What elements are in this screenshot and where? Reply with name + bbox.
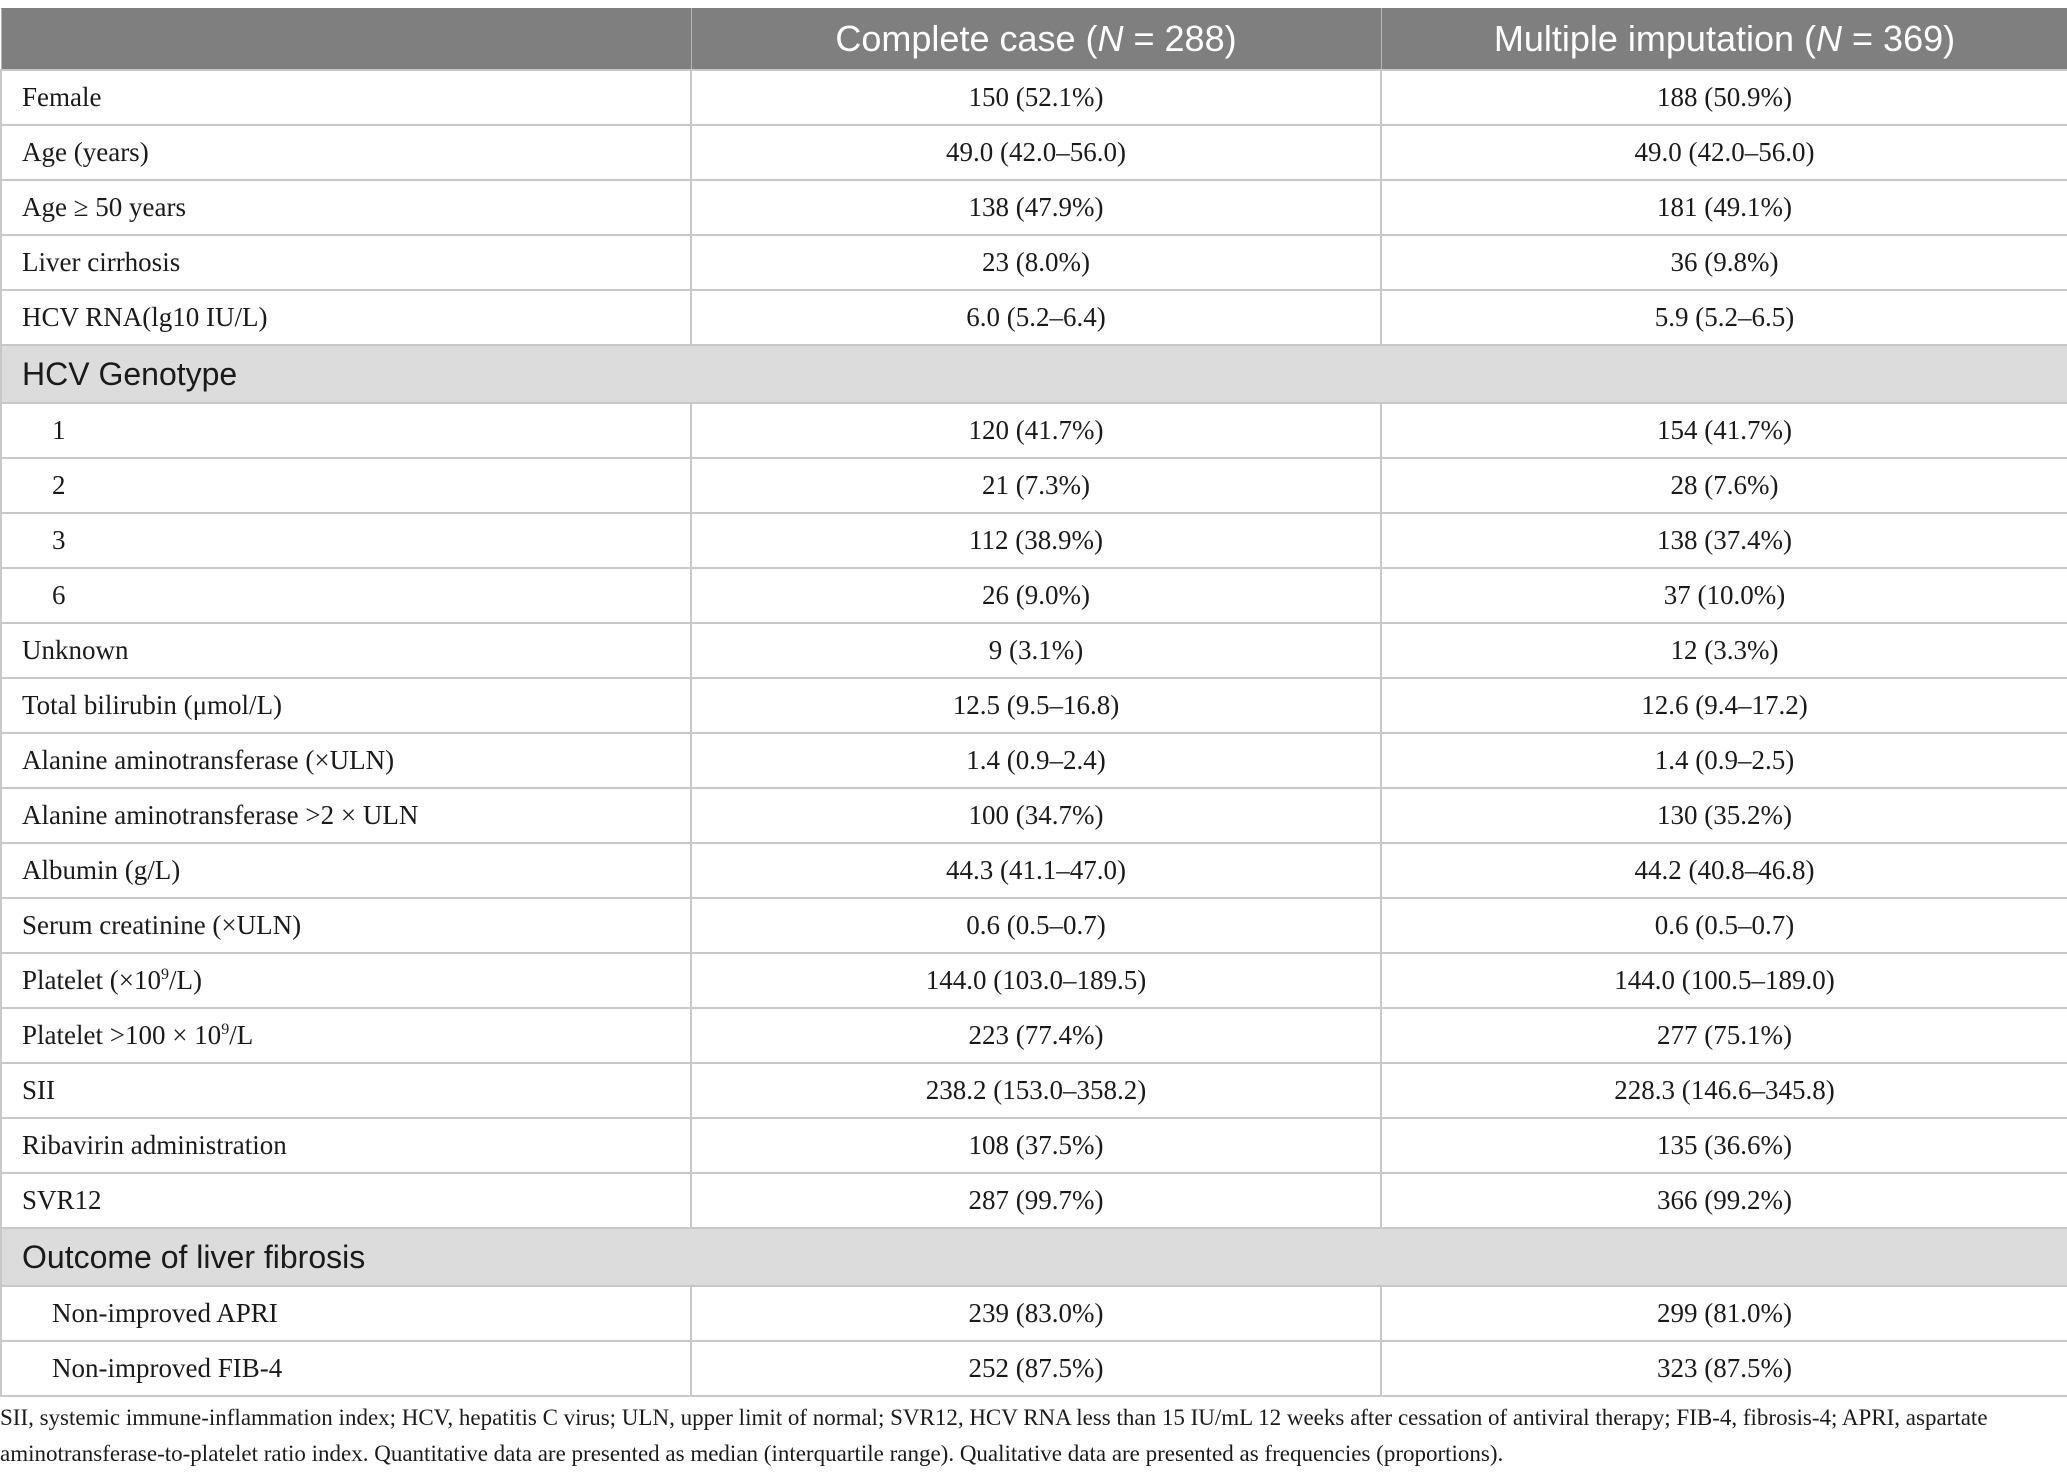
row-label: 1 <box>1 403 691 458</box>
imputation-value: 36 (9.8%) <box>1381 235 2067 290</box>
table-row <box>1 70 2067 125</box>
imputation-value: 323 (87.5%) <box>1381 1341 2067 1396</box>
imputation-value: 299 (81.0%) <box>1381 1286 2067 1341</box>
table-row <box>1 1008 2067 1063</box>
row-label: Alanine aminotransferase (×ULN) <box>1 733 691 788</box>
row-label-text: Platelet >100 × 10 <box>22 1020 222 1050</box>
imputation-value: 28 (7.6%) <box>1381 458 2067 513</box>
row-label: 3 <box>1 513 691 568</box>
baseline-characteristics-table <box>0 8 2067 1397</box>
imputation-value: 277 (75.1%) <box>1381 1008 2067 1063</box>
table-row <box>1 125 2067 180</box>
row-label: Non-improved FIB-4 <box>1 1341 691 1396</box>
row-label: Unknown <box>1 623 691 678</box>
complete-case-value: 49.0 (42.0–56.0) <box>691 125 1381 180</box>
imputation-value: 12.6 (9.4–17.2) <box>1381 678 2067 733</box>
header-multiple-imputation-n: N <box>1816 18 1843 59</box>
imputation-value: 181 (49.1%) <box>1381 180 2067 235</box>
imputation-value: 130 (35.2%) <box>1381 788 2067 843</box>
table-row <box>1 290 2067 345</box>
row-label: SII <box>1 1063 691 1118</box>
table-row <box>1 898 2067 953</box>
row-label: Alanine aminotransferase >2 × ULN <box>1 788 691 843</box>
imputation-value: 366 (99.2%) <box>1381 1173 2067 1228</box>
complete-case-value: 23 (8.0%) <box>691 235 1381 290</box>
imputation-value: 135 (36.6%) <box>1381 1118 2067 1173</box>
imputation-value: 188 (50.9%) <box>1381 70 2067 125</box>
section-title: Outcome of liver fibrosis <box>1 1228 2067 1286</box>
table-row <box>1 953 2067 1008</box>
complete-case-value: 44.3 (41.1–47.0) <box>691 843 1381 898</box>
complete-case-value: 238.2 (153.0–358.2) <box>691 1063 1381 1118</box>
row-label <box>1 1008 691 1063</box>
imputation-value: 144.0 (100.5–189.0) <box>1381 953 2067 1008</box>
complete-case-value: 239 (83.0%) <box>691 1286 1381 1341</box>
complete-case-value: 112 (38.9%) <box>691 513 1381 568</box>
complete-case-value: 223 (77.4%) <box>691 1008 1381 1063</box>
table-row <box>1 843 2067 898</box>
section-row-outcome <box>1 1228 2067 1286</box>
header-multiple-imputation-prefix: Multiple imputation ( <box>1493 18 1817 59</box>
imputation-value: 49.0 (42.0–56.0) <box>1381 125 2067 180</box>
complete-case-value: 150 (52.1%) <box>691 70 1381 125</box>
table-row <box>1 733 2067 788</box>
header-complete-case-prefix: Complete case ( <box>835 18 1098 59</box>
row-label: Age ≥ 50 years <box>1 180 691 235</box>
table-row <box>1 623 2067 678</box>
complete-case-value: 252 (87.5%) <box>691 1341 1381 1396</box>
table-row <box>1 1173 2067 1228</box>
row-label: Female <box>1 70 691 125</box>
table-row <box>1 458 2067 513</box>
section-row-genotype <box>1 345 2067 403</box>
table-row <box>1 788 2067 843</box>
complete-case-value: 287 (99.7%) <box>691 1173 1381 1228</box>
imputation-value: 0.6 (0.5–0.7) <box>1381 898 2067 953</box>
imputation-value: 37 (10.0%) <box>1381 568 2067 623</box>
imputation-value: 154 (41.7%) <box>1381 403 2067 458</box>
header-complete-case <box>691 9 1381 71</box>
complete-case-value: 108 (37.5%) <box>691 1118 1381 1173</box>
table-row <box>1 1341 2067 1396</box>
imputation-value: 1.4 (0.9–2.5) <box>1381 733 2067 788</box>
header-complete-case-suffix: = 288) <box>1123 18 1237 59</box>
complete-case-value: 21 (7.3%) <box>691 458 1381 513</box>
complete-case-value: 120 (41.7%) <box>691 403 1381 458</box>
table-row <box>1 180 2067 235</box>
table-row <box>1 235 2067 290</box>
row-label-text: /L <box>229 1020 254 1050</box>
complete-case-value: 26 (9.0%) <box>691 568 1381 623</box>
row-label-text: /L) <box>168 965 202 995</box>
row-label-superscript: 9 <box>221 1021 230 1038</box>
complete-case-value: 1.4 (0.9–2.4) <box>691 733 1381 788</box>
table-row <box>1 568 2067 623</box>
table-row <box>1 1063 2067 1118</box>
complete-case-value: 138 (47.9%) <box>691 180 1381 235</box>
row-label: 6 <box>1 568 691 623</box>
row-label: Ribavirin administration <box>1 1118 691 1173</box>
header-row <box>1 9 2067 71</box>
complete-case-value: 0.6 (0.5–0.7) <box>691 898 1381 953</box>
row-label: Non-improved APRI <box>1 1286 691 1341</box>
row-label: 2 <box>1 458 691 513</box>
complete-case-value: 9 (3.1%) <box>691 623 1381 678</box>
row-label: HCV RNA(lg10 IU/L) <box>1 290 691 345</box>
row-label <box>1 953 691 1008</box>
complete-case-value: 6.0 (5.2–6.4) <box>691 290 1381 345</box>
imputation-value: 138 (37.4%) <box>1381 513 2067 568</box>
row-label: Liver cirrhosis <box>1 235 691 290</box>
imputation-value: 44.2 (40.8–46.8) <box>1381 843 2067 898</box>
row-label: Albumin (g/L) <box>1 843 691 898</box>
row-label: Total bilirubin (μmol/L) <box>1 678 691 733</box>
row-label: Serum creatinine (×ULN) <box>1 898 691 953</box>
header-multiple-imputation-suffix: = 369) <box>1842 18 1956 59</box>
table-footnote: SII, systemic immune-inflammation index; HCV, hepatitis C virus; ULN, upper limit of normal; SVR12, HCV RNA less than 15 IU/mL 12 weeks after cessation of antiviral therapy; FIB-4, fibrosis-4; APRI, aspartate aminotransferase-to-platelet ratio index. Quantitative data are presented as median (interquartile range). Qualitative data are presented as frequencies (proportions). <box>0 1405 1988 1466</box>
table-row <box>1 1118 2067 1173</box>
complete-case-value: 144.0 (103.0–189.5) <box>691 953 1381 1008</box>
row-label-text: Platelet (×10 <box>22 965 161 995</box>
row-label: SVR12 <box>1 1173 691 1228</box>
table-row <box>1 403 2067 458</box>
header-multiple-imputation <box>1381 9 2067 71</box>
row-label-superscript: 9 <box>160 966 169 983</box>
table-row <box>1 1286 2067 1341</box>
section-title: HCV Genotype <box>1 345 2067 403</box>
imputation-value: 12 (3.3%) <box>1381 623 2067 678</box>
header-variable <box>1 9 691 71</box>
imputation-value: 228.3 (146.6–345.8) <box>1381 1063 2067 1118</box>
complete-case-value: 100 (34.7%) <box>691 788 1381 843</box>
table-row <box>1 513 2067 568</box>
imputation-value: 5.9 (5.2–6.5) <box>1381 290 2067 345</box>
complete-case-value: 12.5 (9.5–16.8) <box>691 678 1381 733</box>
header-complete-case-n: N <box>1097 18 1124 59</box>
table-row <box>1 678 2067 733</box>
row-label: Age (years) <box>1 125 691 180</box>
